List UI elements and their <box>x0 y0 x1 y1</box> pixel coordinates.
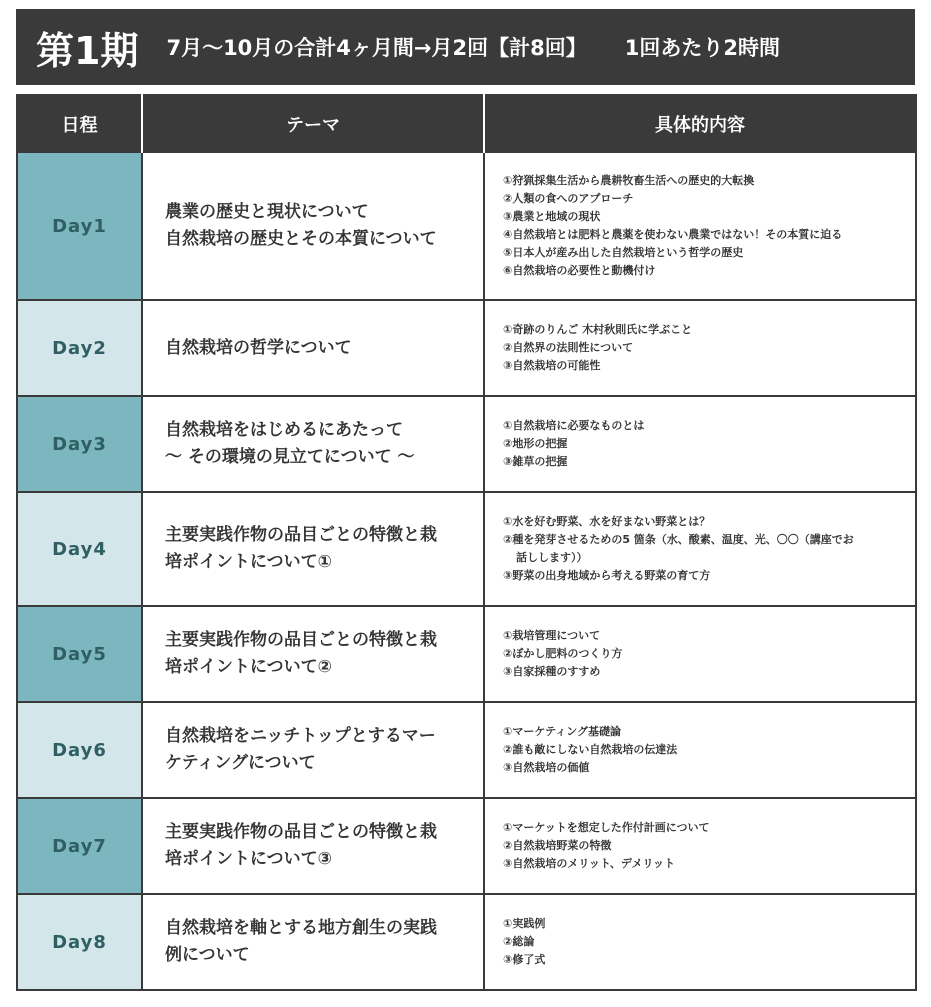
column-header-schedule: 日程 <box>17 95 142 152</box>
content-item: ②誰も敵にしない自然栽培の伝達法 <box>503 743 678 756</box>
table-row <box>17 300 916 396</box>
content-item: ⑤日本人が産み出した自然栽培という哲学の歴史 <box>503 246 744 259</box>
content-cell <box>484 152 916 300</box>
content-item: ①マーケットを想定した作付計画について <box>503 821 710 834</box>
content-cell <box>484 300 916 396</box>
table-row <box>17 606 916 702</box>
theme-line: 主要実践作物の品目ごとの特徴と栽 <box>165 822 437 842</box>
theme-line: 農業の歴史と現状について <box>165 202 369 222</box>
content-cell <box>484 894 916 990</box>
content-item: 話しします）） <box>516 551 588 564</box>
theme-line: 培ポイントについて① <box>165 552 333 572</box>
content-item: ②自然界の法則性について <box>503 341 634 354</box>
content-item: ②ぼかし肥料のつくり方 <box>503 647 623 660</box>
content-item: ③自然栽培の可能性 <box>503 359 601 372</box>
content-item: ③農業と地域の現状 <box>503 210 601 223</box>
content-item: ②地形の把握 <box>503 437 568 450</box>
content-item: ③雑草の把握 <box>503 455 568 468</box>
theme-cell <box>142 300 484 396</box>
theme-line: 自然栽培の哲学について <box>165 337 352 358</box>
theme-line: 自然栽培をニッチトップとするマー <box>165 726 436 746</box>
day-label: Day7 <box>17 798 142 894</box>
column-header-theme: テーマ <box>142 95 484 152</box>
column-header-content: 具体的内容 <box>484 95 916 152</box>
content-item: ①栽培管理について <box>503 629 601 642</box>
content-item: ①実践例 <box>503 917 546 930</box>
table-row <box>17 702 916 798</box>
duration-text: 1回あたり2時間 <box>624 36 780 60</box>
content-item: ①水を好む野菜、水を好まない野菜とは？ <box>503 515 711 528</box>
content-item: ①自然栽培に必要なものとは <box>503 419 645 432</box>
content-cell <box>484 606 916 702</box>
content-item: ①マーケティング基礎論 <box>503 725 621 738</box>
theme-line: 例について <box>165 945 250 965</box>
day-label: Day8 <box>17 894 142 990</box>
content-item: ③修了式 <box>503 953 546 966</box>
theme-line: ケティングについて <box>165 753 316 773</box>
table-row <box>17 798 916 894</box>
theme-line: 自然栽培をはじめるにあたって <box>165 420 403 440</box>
day-label: Day3 <box>17 396 142 492</box>
content-item: ①奇跡のりんご 木村秋則氏に学ぶこと <box>503 323 693 336</box>
theme-line: 自然栽培を軸とする地方創生の実践 <box>165 918 437 938</box>
day-label: Day4 <box>17 492 142 606</box>
theme-line: 培ポイントについて③ <box>165 849 333 869</box>
content-item: ③自家採種のすすめ <box>503 665 601 678</box>
content-item: ①狩猟採集生活から農耕牧畜生活への歴史的大転換 <box>503 174 755 187</box>
content-item: ②人類の食へのアプローチ <box>503 192 634 205</box>
table-row <box>17 492 916 606</box>
content-cell <box>484 702 916 798</box>
title-bar <box>16 9 915 85</box>
day-label: Day1 <box>17 152 142 300</box>
theme-line: 自然栽培の歴史とその本質について <box>165 229 437 249</box>
content-cell <box>484 798 916 894</box>
theme-cell <box>142 152 484 300</box>
theme-line: 主要実践作物の品目ごとの特徴と栽 <box>165 630 437 650</box>
table-row <box>17 152 916 300</box>
day-label: Day2 <box>17 300 142 396</box>
theme-line: 培ポイントについて② <box>165 657 333 677</box>
theme-cell <box>142 396 484 492</box>
content-cell <box>484 396 916 492</box>
header-row <box>17 95 916 152</box>
theme-cell <box>142 702 484 798</box>
period-text: 7月〜10月の合計4ヶ月間→月2回【計8回】 <box>166 36 587 60</box>
content-item: ②総論 <box>503 935 535 948</box>
content-item: ③野菜の出身地域から考える野菜の育て方 <box>503 569 711 582</box>
theme-line: 〜 その環境の見立てについて 〜 <box>165 447 415 467</box>
content-item: ⑥自然栽培の必要性と動機付け <box>503 264 656 277</box>
theme-line: 主要実践作物の品目ごとの特徴と栽 <box>165 525 437 545</box>
content-item: ③自然栽培のメリット、デメリット <box>503 857 676 870</box>
theme-cell <box>142 606 484 702</box>
theme-cell <box>142 798 484 894</box>
content-item: ②自然栽培野菜の特徴 <box>503 839 612 852</box>
theme-cell <box>142 492 484 606</box>
content-item: ④自然栽培とは肥料と農薬を使わない農業ではない！その本質に迫る <box>503 228 843 241</box>
content-cell <box>484 492 916 606</box>
content-item: ②種を発芽させるための5 箇条（水、酸素、温度、光、〇〇（講座でお <box>503 533 854 546</box>
table-row <box>17 396 916 492</box>
table-row <box>17 894 916 990</box>
theme-cell <box>142 894 484 990</box>
term-title: 第1期 <box>36 28 139 73</box>
day-label: Day5 <box>17 606 142 702</box>
day-label: Day6 <box>17 702 142 798</box>
schedule-table <box>16 94 917 991</box>
content-item: ③自然栽培の価値 <box>503 761 590 774</box>
